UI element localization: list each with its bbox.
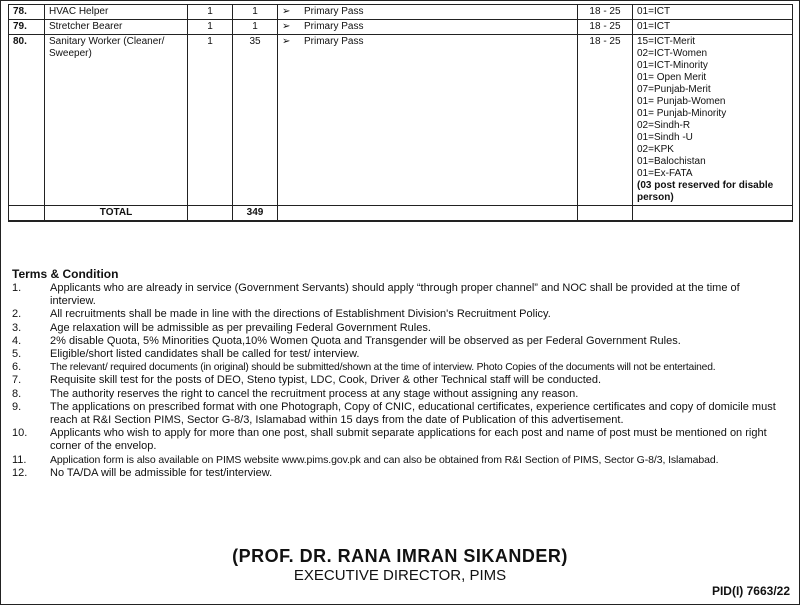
term-text: Applicants who are already in service (Government Servants) should apply “through proper channel” and NOC shall be provided at the time of interview. <box>50 282 740 308</box>
term-number: 8. <box>12 387 22 400</box>
total-value: 349 <box>233 206 278 222</box>
term-item <box>12 335 788 348</box>
table-row <box>9 5 793 20</box>
post-count-a: 1 <box>188 35 233 206</box>
table-row <box>9 35 793 206</box>
quota-line: 01=ICT <box>637 21 671 32</box>
term-text: No TA/DA will be admissible for test/interview. <box>50 466 273 479</box>
term-text: Applicants who wish to apply for more than one post, shall submit separate applications for each post and name of post must be mentioned on right corner of the envelop. <box>50 427 767 453</box>
quota-line: 01= Punjab-Minority <box>637 108 727 119</box>
term-number: 10. <box>12 427 28 440</box>
posts-table <box>8 4 793 222</box>
term-item <box>12 322 788 335</box>
term-item <box>12 282 788 308</box>
term-text: 2% disable Quota, 5% Minorities Quota,10% Women Quota and Transgender will be observed as per Federal Government Rules. <box>50 334 681 347</box>
quota-line: 01= Punjab-Women <box>637 96 726 107</box>
quota-line: 15=ICT-Merit <box>637 36 696 47</box>
arrow-bullet-icon: ➢ <box>282 6 291 17</box>
term-item <box>12 361 788 374</box>
qualification-text: Primary Pass <box>304 6 364 17</box>
term-text: The relevant/ required documents (in original) should be submitted/shown at the time of interview. Photo Copies of the documents will not be entertained. <box>50 362 716 374</box>
term-text: Age relaxation will be admissible as per prevailing Federal Government Rules. <box>50 321 431 334</box>
quota-line: 02=KPK <box>637 144 674 155</box>
term-item <box>12 401 788 427</box>
signatory-title: EXECUTIVE DIRECTOR, PIMS <box>293 567 507 584</box>
quota <box>633 5 793 20</box>
age-limit: 18 - 25 <box>578 5 633 20</box>
term-number: 5. <box>12 348 22 361</box>
quota-note: (03 post reserved for disable person) <box>637 180 774 203</box>
term-number: 4. <box>12 334 22 347</box>
term-number: 12. <box>12 466 28 479</box>
quota-line: 01=Ex-FATA <box>637 168 693 179</box>
term-number: 3. <box>12 321 22 334</box>
term-number: 7. <box>12 374 22 387</box>
pid-number: PID(I) 7663/22 <box>711 584 790 598</box>
arrow-bullet-icon: ➢ <box>282 21 291 32</box>
term-text: Requisite skill test for the posts of DEO, Steno typist, LDC, Cook, Driver & other Technical staff will be conducted. <box>50 374 602 387</box>
post-name: Stretcher Bearer <box>45 20 188 35</box>
post-name: Sanitary Worker (Cleaner/ Sweeper) <box>45 35 188 206</box>
age-limit: 18 - 25 <box>578 35 633 206</box>
qualification <box>278 5 578 20</box>
term-item <box>12 374 788 387</box>
term-text: Eligible/short listed candidates shall be called for test/ interview. <box>50 348 360 361</box>
post-number: 80. <box>9 35 45 206</box>
terms-title: Terms & Condition <box>12 267 119 281</box>
post-count-b: 1 <box>233 20 278 35</box>
term-text: The applications on prescribed format with one Photograph, Copy of CNIC, educational certificates, experience certificates and copy of domicile must reach at R&I Section PIMS, Sector G-8/3, Islamabad within 15 days from the date of Publication of this advertisement. <box>50 400 776 427</box>
quota-line: 01=ICT-Minority <box>637 60 708 71</box>
post-number: 79. <box>9 20 45 35</box>
term-text: The authority reserves the right to cancel the recruitment process at any stage without assigning any reason. <box>50 387 579 400</box>
quota-line: 02=Sindh-R <box>637 120 691 131</box>
qualification <box>278 20 578 35</box>
qualification-text: Primary Pass <box>304 36 364 47</box>
age-limit: 18 - 25 <box>578 20 633 35</box>
quota-line: 02=ICT-Women <box>637 48 708 59</box>
quota-line: 01=ICT <box>637 6 671 17</box>
total-label: TOTAL <box>45 206 188 222</box>
term-number: 1. <box>12 282 22 294</box>
post-count-b: 1 <box>233 5 278 20</box>
term-item <box>12 308 788 321</box>
term-item <box>12 388 788 401</box>
term-number: 6. <box>12 361 22 374</box>
term-item <box>12 467 788 480</box>
term-item <box>12 454 788 467</box>
term-number: 2. <box>12 308 22 321</box>
term-item <box>12 427 788 453</box>
qualification <box>278 35 578 206</box>
post-number: 78. <box>9 5 45 20</box>
arrow-bullet-icon: ➢ <box>282 36 291 47</box>
signatory-name: (PROF. DR. RANA IMRAN SIKANDER) <box>232 546 568 566</box>
term-text: Application form is also available on PIMS website www.pims.gov.pk and can also be obtained from R&I Section of PIMS, Sector G-8/3, Islamabad. <box>50 453 719 466</box>
post-name: HVAC Helper <box>45 5 188 20</box>
term-item <box>12 348 788 361</box>
post-count-a: 1 <box>188 20 233 35</box>
quota <box>633 35 793 206</box>
total-row <box>9 206 793 222</box>
quota-line: 01=Balochistan <box>637 156 706 167</box>
quota-line: 01=Sindh -U <box>637 132 693 143</box>
term-number: 11. <box>12 453 27 466</box>
table-row <box>9 20 793 35</box>
post-count-b: 35 <box>233 35 278 206</box>
term-text: All recruitments shall be made in line with the directions of Establishment Division's Recruitment Policy. <box>50 308 551 321</box>
post-count-a: 1 <box>188 5 233 20</box>
quota-line: 07=Punjab-Merit <box>637 84 711 95</box>
terms-list <box>12 282 788 480</box>
quota <box>633 20 793 35</box>
quota-line: 01= Open Merit <box>637 72 707 83</box>
qualification-text: Primary Pass <box>304 21 364 32</box>
term-number: 9. <box>12 400 22 413</box>
